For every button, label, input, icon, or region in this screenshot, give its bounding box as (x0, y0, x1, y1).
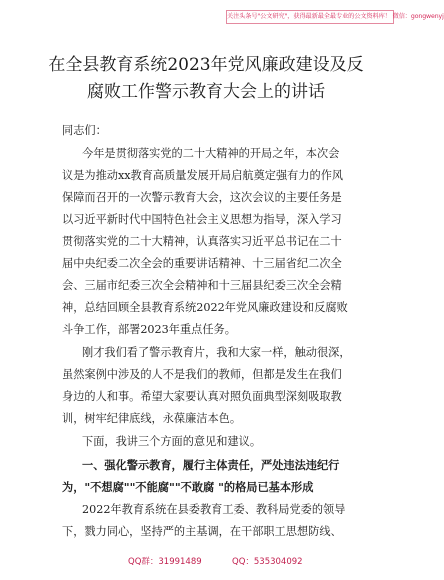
section-heading-line: 为，"不想腐""不能腐""不敢腐 "的格局已基本形成 (62, 480, 314, 494)
paragraph-line: 斗争工作，部署2023年重点任务。 (62, 323, 236, 336)
paragraph-line: 下面，我讲三个方面的意见和建议。 (82, 435, 262, 448)
paragraph-line: 届中央纪委二次全会的重要讲话精神、十三届省纪二次全 (62, 257, 342, 270)
paragraph-line: 2022年教育系统在县委教育工委、教科局党委的领导 (82, 503, 346, 516)
paragraph-line: 下，戮力同心，坚持严的主基调，在干部职工思想防线、 (62, 525, 342, 538)
paragraph-line: 训，树牢纪律底线，永葆廉洁本色。 (62, 412, 242, 425)
document-title-line-2: 腐败工作警示教育大会上的讲话 (87, 82, 325, 102)
paragraph-line: 神，总结回顾全县教育系统2022年党风廉政建设和反腐败 (62, 301, 348, 314)
salutation: 同志们： (62, 124, 107, 137)
paragraph-line: 以习近平新时代中国特色社会主义思想为指导，深入学习 (62, 213, 342, 226)
promo-banner: 关注头条号"公文研究"，获得最新最全最专业的公文资料库！ 微信：gongwenyj (226, 10, 394, 24)
footer-qq-group: QQ群：31991489 (128, 557, 202, 567)
paragraph-line: 议是为推动xx教育高质量发展开局启航奠定强有力的作风 (62, 169, 344, 182)
paragraph-line: 身边的人和事。希望大家要认真对照负面典型深刻吸取教 (62, 390, 342, 403)
paragraph-line: 贯彻落实党的二十大精神，认真落实习近平总书记在二十 (62, 235, 342, 248)
paragraph-line: 会、三届市纪委三次全会精神和十三届县纪委三次全会精 (62, 279, 342, 292)
footer-qq-contact: QQ：535304092 (232, 557, 303, 567)
section-heading-line: 一、强化警示教育，履行主体责任，严处违法违纪行 (82, 458, 340, 472)
paragraph-line: 今年是贯彻落实党的二十大精神的开局之年，本次会 (82, 147, 340, 160)
paragraph-line: 保障而召开的一次警示教育大会，这次会议的主要任务是 (62, 191, 342, 204)
paragraph-line: 虽然案例中涉及的人不是我们的教师，但都是发生在我们 (62, 368, 342, 381)
document-title-line-1: 在全县教育系统2023年党风廉政建设及反 (48, 55, 364, 75)
paragraph-line: 刚才我们看了警示教育片，我和大家一样，触动很深， (82, 346, 351, 359)
